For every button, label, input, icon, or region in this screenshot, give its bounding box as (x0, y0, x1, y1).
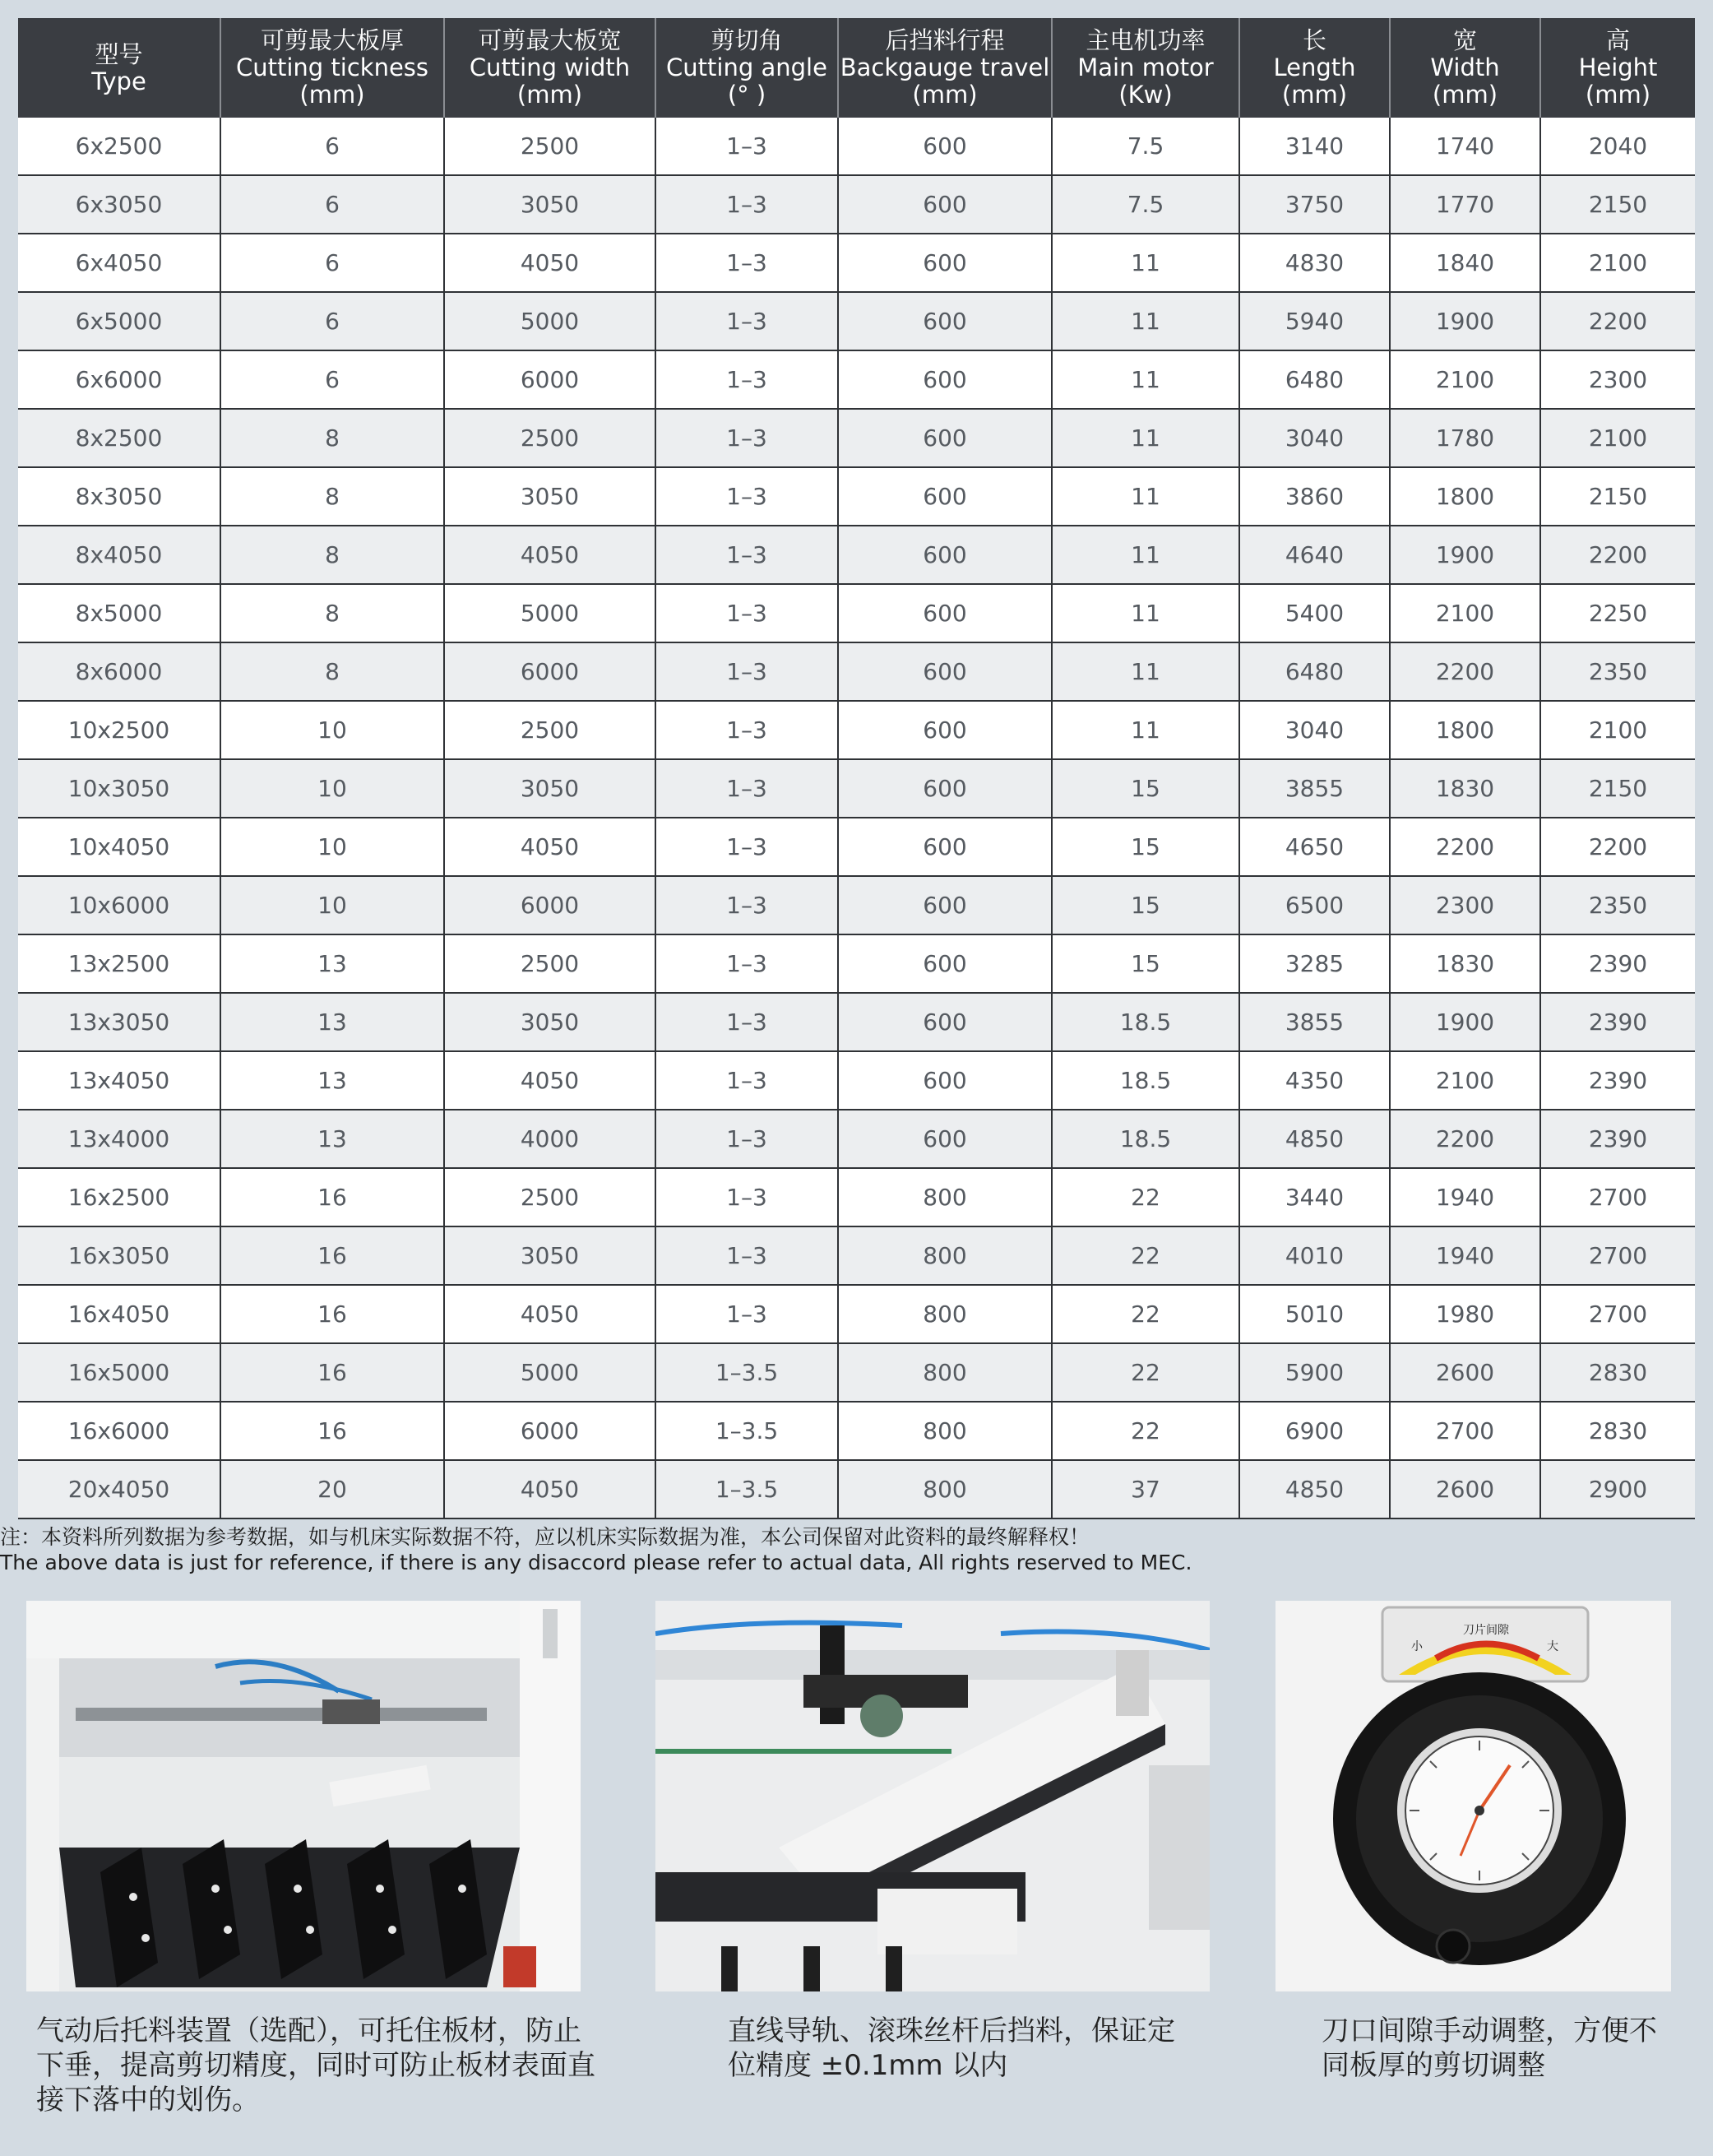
cell-width: 2200 (1390, 1110, 1540, 1168)
cell-backgauge-travel: 800 (838, 1168, 1052, 1226)
cell-type: 6x2500 (18, 118, 220, 175)
cell-cutting-angle: 1–3 (655, 642, 838, 701)
cell-cutting-width: 6000 (444, 876, 655, 934)
cell-height: 2900 (1540, 1460, 1695, 1518)
cell-height: 2150 (1540, 759, 1695, 818)
cell-cutting-width: 3050 (444, 467, 655, 526)
cell-backgauge-travel: 600 (838, 584, 1052, 642)
header-width: 宽 Width (mm) (1390, 18, 1540, 118)
cell-cutting-width: 2500 (444, 934, 655, 993)
table-row (18, 1402, 1695, 1460)
cell-backgauge-travel: 600 (838, 642, 1052, 701)
cell-cutting-angle: 1–3 (655, 175, 838, 234)
cell-length: 3040 (1239, 409, 1390, 467)
cell-height: 2150 (1540, 175, 1695, 234)
cell-backgauge-travel: 600 (838, 234, 1052, 292)
cell-width: 2700 (1390, 1402, 1540, 1460)
cell-cutting-angle: 1–3.5 (655, 1402, 838, 1460)
table-row (18, 1051, 1695, 1110)
cell-cutting-angle: 1–3 (655, 1051, 838, 1110)
cell-main-motor: 22 (1052, 1285, 1239, 1343)
cell-cutting-thickness: 16 (220, 1343, 444, 1402)
cell-cutting-thickness: 8 (220, 526, 444, 584)
cell-width: 1940 (1390, 1168, 1540, 1226)
header-length: 长 Length (mm) (1239, 18, 1390, 118)
cell-main-motor: 15 (1052, 876, 1239, 934)
cell-height: 2200 (1540, 292, 1695, 350)
cell-backgauge-travel: 800 (838, 1343, 1052, 1402)
cell-length: 3040 (1239, 701, 1390, 759)
cell-type: 8x2500 (18, 409, 220, 467)
cell-height: 2390 (1540, 993, 1695, 1051)
cell-width: 2200 (1390, 818, 1540, 876)
cell-cutting-thickness: 10 (220, 818, 444, 876)
header-cutting-thickness: 可剪最大板厚 Cutting tickness (mm) (220, 18, 444, 118)
cell-backgauge-travel: 800 (838, 1460, 1052, 1518)
cell-cutting-thickness: 10 (220, 876, 444, 934)
cell-cutting-width: 5000 (444, 292, 655, 350)
cell-cutting-thickness: 10 (220, 759, 444, 818)
table-header-row (18, 18, 1695, 118)
cell-height: 2390 (1540, 1110, 1695, 1168)
cell-backgauge-travel: 600 (838, 409, 1052, 467)
cell-backgauge-travel: 600 (838, 118, 1052, 175)
table-row (18, 1168, 1695, 1226)
cell-cutting-angle: 1–3 (655, 1226, 838, 1285)
cell-height: 2100 (1540, 234, 1695, 292)
cell-backgauge-travel: 600 (838, 526, 1052, 584)
cell-cutting-thickness: 6 (220, 118, 444, 175)
cell-backgauge-travel: 600 (838, 818, 1052, 876)
cell-main-motor: 11 (1052, 234, 1239, 292)
cell-backgauge-travel: 800 (838, 1402, 1052, 1460)
cell-type: 8x3050 (18, 467, 220, 526)
cell-type: 13x2500 (18, 934, 220, 993)
cell-backgauge-travel: 600 (838, 292, 1052, 350)
photo-backgauge (655, 1601, 1210, 1991)
table-row (18, 409, 1695, 467)
table-row (18, 234, 1695, 292)
cell-cutting-width: 6000 (444, 642, 655, 701)
cell-type: 8x4050 (18, 526, 220, 584)
photo-pneumatic-support (26, 1601, 581, 1991)
disclaimer-note (0, 1524, 1192, 1575)
table-row (18, 1110, 1695, 1168)
cell-cutting-thickness: 6 (220, 350, 444, 409)
table-row (18, 993, 1695, 1051)
table-row (18, 1460, 1695, 1518)
header-cutting-width: 可剪最大板宽 Cutting width (mm) (444, 18, 655, 118)
cell-length: 5400 (1239, 584, 1390, 642)
cell-width: 1900 (1390, 993, 1540, 1051)
cell-type: 10x3050 (18, 759, 220, 818)
cell-main-motor: 22 (1052, 1168, 1239, 1226)
cell-width: 1830 (1390, 759, 1540, 818)
table-row (18, 526, 1695, 584)
cell-length: 3285 (1239, 934, 1390, 993)
cell-cutting-thickness: 13 (220, 934, 444, 993)
cell-cutting-angle: 1–3 (655, 118, 838, 175)
cell-backgauge-travel: 600 (838, 467, 1052, 526)
cell-cutting-width: 2500 (444, 409, 655, 467)
cell-cutting-angle: 1–3.5 (655, 1460, 838, 1518)
cell-cutting-width: 2500 (444, 1168, 655, 1226)
photo-blade-gap-adjust (1275, 1601, 1671, 1991)
cell-length: 5900 (1239, 1343, 1390, 1402)
cell-width: 2100 (1390, 350, 1540, 409)
cell-width: 1800 (1390, 701, 1540, 759)
note-en: The above data is just for reference, if there is any disaccord please refer to actual data, All rights reserved to MEC. (0, 1551, 1192, 1574)
cell-cutting-width: 5000 (444, 1343, 655, 1402)
cell-main-motor: 7.5 (1052, 175, 1239, 234)
table-row (18, 759, 1695, 818)
cell-width: 1780 (1390, 409, 1540, 467)
cell-cutting-thickness: 16 (220, 1402, 444, 1460)
cell-main-motor: 18.5 (1052, 993, 1239, 1051)
cell-height: 2390 (1540, 934, 1695, 993)
cell-cutting-angle: 1–3 (655, 526, 838, 584)
cell-cutting-angle: 1–3 (655, 993, 838, 1051)
cell-height: 2200 (1540, 818, 1695, 876)
table-row (18, 1226, 1695, 1285)
cell-main-motor: 11 (1052, 292, 1239, 350)
caption-blade-gap-adjust: 刀口间隙手动调整，方便不同板厚的剪切调整 (1322, 2015, 1657, 2082)
cell-cutting-thickness: 8 (220, 409, 444, 467)
cell-length: 5010 (1239, 1285, 1390, 1343)
cell-type: 10x2500 (18, 701, 220, 759)
cell-height: 2150 (1540, 467, 1695, 526)
cell-main-motor: 22 (1052, 1226, 1239, 1285)
header-height: 高 Height (mm) (1540, 18, 1695, 118)
cell-cutting-thickness: 16 (220, 1226, 444, 1285)
cell-cutting-width: 2500 (444, 701, 655, 759)
cell-backgauge-travel: 600 (838, 934, 1052, 993)
table-row (18, 1343, 1695, 1402)
caption-pneumatic-support: 气动后托料装置（选配），可托住板材，防止下垂，提高剪切精度，同时可防止板材表面直接下落中的划伤。 (36, 2015, 595, 2117)
cell-backgauge-travel: 800 (838, 1226, 1052, 1285)
table-row (18, 701, 1695, 759)
cell-width: 1940 (1390, 1226, 1540, 1285)
cell-length: 6480 (1239, 642, 1390, 701)
cell-cutting-angle: 1–3 (655, 934, 838, 993)
cell-height: 2300 (1540, 350, 1695, 409)
cell-cutting-width: 4050 (444, 1285, 655, 1343)
table-row (18, 876, 1695, 934)
cell-cutting-angle: 1–3 (655, 701, 838, 759)
cell-backgauge-travel: 600 (838, 1051, 1052, 1110)
cell-type: 8x6000 (18, 642, 220, 701)
note-cn: 注：本资料所列数据为参考数据，如与机床实际数据不符，应以机床实际数据为准，本公司保留对此资料的最终解释权！ (0, 1525, 1090, 1549)
cell-main-motor: 11 (1052, 526, 1239, 584)
cell-type: 13x3050 (18, 993, 220, 1051)
cell-main-motor: 7.5 (1052, 118, 1239, 175)
cell-cutting-thickness: 6 (220, 175, 444, 234)
cell-length: 4010 (1239, 1226, 1390, 1285)
table-row (18, 934, 1695, 993)
cell-cutting-angle: 1–3 (655, 350, 838, 409)
cell-type: 6x5000 (18, 292, 220, 350)
table-row (18, 292, 1695, 350)
cell-backgauge-travel: 600 (838, 759, 1052, 818)
cell-height: 2350 (1540, 642, 1695, 701)
cell-cutting-thickness: 8 (220, 467, 444, 526)
caption-backgauge: 直线导轨、滚珠丝杆后挡料，保证定位精度 ±0.1mm 以内 (728, 2015, 1175, 2082)
header-type: 型号 Type (18, 18, 220, 118)
cell-height: 2700 (1540, 1226, 1695, 1285)
table-row (18, 1285, 1695, 1343)
cell-cutting-thickness: 10 (220, 701, 444, 759)
cell-length: 5940 (1239, 292, 1390, 350)
cell-cutting-angle: 1–3 (655, 1285, 838, 1343)
cell-cutting-angle: 1–3 (655, 584, 838, 642)
cell-main-motor: 11 (1052, 409, 1239, 467)
cell-length: 4640 (1239, 526, 1390, 584)
cell-backgauge-travel: 600 (838, 993, 1052, 1051)
cell-length: 4350 (1239, 1051, 1390, 1110)
cell-cutting-width: 4050 (444, 1460, 655, 1518)
spec-table (18, 18, 1695, 1519)
cell-cutting-width: 4050 (444, 818, 655, 876)
table-row (18, 818, 1695, 876)
cell-cutting-width: 3050 (444, 175, 655, 234)
cell-cutting-thickness: 6 (220, 234, 444, 292)
cell-cutting-thickness: 8 (220, 584, 444, 642)
cell-cutting-angle: 1–3 (655, 467, 838, 526)
cell-width: 1830 (1390, 934, 1540, 993)
header-backgauge-travel: 后挡料行程 Backgauge travel (mm) (838, 18, 1052, 118)
cell-length: 6480 (1239, 350, 1390, 409)
cell-type: 16x2500 (18, 1168, 220, 1226)
cell-cutting-angle: 1–3 (655, 876, 838, 934)
cell-length: 4650 (1239, 818, 1390, 876)
cell-type: 20x4050 (18, 1460, 220, 1518)
cell-main-motor: 11 (1052, 350, 1239, 409)
cell-cutting-thickness: 6 (220, 292, 444, 350)
cell-cutting-thickness: 13 (220, 993, 444, 1051)
table-row (18, 467, 1695, 526)
cell-main-motor: 18.5 (1052, 1051, 1239, 1110)
cell-backgauge-travel: 600 (838, 876, 1052, 934)
cell-type: 10x4050 (18, 818, 220, 876)
cell-width: 2600 (1390, 1343, 1540, 1402)
cell-height: 2830 (1540, 1402, 1695, 1460)
cell-length: 3860 (1239, 467, 1390, 526)
cell-height: 2700 (1540, 1168, 1695, 1226)
cell-cutting-angle: 1–3.5 (655, 1343, 838, 1402)
gauge-left-label: 小 (1411, 1640, 1423, 1653)
cell-width: 2100 (1390, 584, 1540, 642)
cell-length: 6900 (1239, 1402, 1390, 1460)
cell-length: 4850 (1239, 1460, 1390, 1518)
table-row (18, 642, 1695, 701)
cell-type: 13x4000 (18, 1110, 220, 1168)
cell-cutting-thickness: 13 (220, 1051, 444, 1110)
cell-backgauge-travel: 600 (838, 350, 1052, 409)
cell-height: 2350 (1540, 876, 1695, 934)
cell-main-motor: 11 (1052, 584, 1239, 642)
cell-cutting-angle: 1–3 (655, 1110, 838, 1168)
cell-cutting-width: 3050 (444, 1226, 655, 1285)
cell-backgauge-travel: 600 (838, 1110, 1052, 1168)
cell-cutting-width: 6000 (444, 1402, 655, 1460)
cell-cutting-width: 3050 (444, 993, 655, 1051)
cell-type: 8x5000 (18, 584, 220, 642)
cell-width: 1900 (1390, 526, 1540, 584)
cell-cutting-angle: 1–3 (655, 818, 838, 876)
cell-type: 13x4050 (18, 1051, 220, 1110)
cell-main-motor: 15 (1052, 818, 1239, 876)
cell-width: 1800 (1390, 467, 1540, 526)
cell-type: 6x3050 (18, 175, 220, 234)
cell-type: 16x6000 (18, 1402, 220, 1460)
cell-cutting-angle: 1–3 (655, 409, 838, 467)
cell-height: 2390 (1540, 1051, 1695, 1110)
table-row (18, 118, 1695, 175)
cell-width: 1980 (1390, 1285, 1540, 1343)
cell-length: 3440 (1239, 1168, 1390, 1226)
cell-height: 2040 (1540, 118, 1695, 175)
cell-backgauge-travel: 600 (838, 175, 1052, 234)
cell-main-motor: 22 (1052, 1402, 1239, 1460)
cell-width: 2600 (1390, 1460, 1540, 1518)
cell-main-motor: 11 (1052, 701, 1239, 759)
cell-backgauge-travel: 600 (838, 701, 1052, 759)
cell-cutting-thickness: 8 (220, 642, 444, 701)
cell-width: 2300 (1390, 876, 1540, 934)
cell-height: 2250 (1540, 584, 1695, 642)
cell-cutting-width: 6000 (444, 350, 655, 409)
cell-height: 2700 (1540, 1285, 1695, 1343)
cell-height: 2830 (1540, 1343, 1695, 1402)
cell-cutting-angle: 1–3 (655, 292, 838, 350)
cell-type: 16x4050 (18, 1285, 220, 1343)
cell-cutting-angle: 1–3 (655, 1168, 838, 1226)
cell-cutting-width: 4050 (444, 526, 655, 584)
cell-cutting-thickness: 13 (220, 1110, 444, 1168)
cell-cutting-width: 2500 (444, 118, 655, 175)
cell-width: 1740 (1390, 118, 1540, 175)
cell-main-motor: 15 (1052, 759, 1239, 818)
cell-cutting-thickness: 16 (220, 1285, 444, 1343)
cell-backgauge-travel: 800 (838, 1285, 1052, 1343)
table-row (18, 584, 1695, 642)
cell-width: 1770 (1390, 175, 1540, 234)
cell-cutting-width: 4050 (444, 234, 655, 292)
cell-main-motor: 15 (1052, 934, 1239, 993)
table-row (18, 350, 1695, 409)
cell-width: 2100 (1390, 1051, 1540, 1110)
cell-cutting-thickness: 16 (220, 1168, 444, 1226)
cell-length: 3750 (1239, 175, 1390, 234)
cell-cutting-width: 4050 (444, 1051, 655, 1110)
cell-length: 3140 (1239, 118, 1390, 175)
cell-height: 2200 (1540, 526, 1695, 584)
table-row (18, 175, 1695, 234)
cell-length: 4830 (1239, 234, 1390, 292)
cell-type: 16x3050 (18, 1226, 220, 1285)
gauge-right-label: 大 (1547, 1640, 1558, 1653)
cell-width: 1840 (1390, 234, 1540, 292)
cell-cutting-width: 3050 (444, 759, 655, 818)
cell-height: 2100 (1540, 701, 1695, 759)
cell-main-motor: 11 (1052, 467, 1239, 526)
cell-length: 3855 (1239, 759, 1390, 818)
cell-cutting-angle: 1–3 (655, 234, 838, 292)
cell-width: 1900 (1390, 292, 1540, 350)
cell-width: 2200 (1390, 642, 1540, 701)
cell-type: 6x6000 (18, 350, 220, 409)
header-cutting-angle: 剪切角 Cutting angle (° ) (655, 18, 838, 118)
cell-type: 10x6000 (18, 876, 220, 934)
cell-height: 2100 (1540, 409, 1695, 467)
cell-cutting-angle: 1–3 (655, 759, 838, 818)
cell-cutting-width: 4000 (444, 1110, 655, 1168)
cell-type: 6x4050 (18, 234, 220, 292)
cell-main-motor: 22 (1052, 1343, 1239, 1402)
cell-cutting-thickness: 20 (220, 1460, 444, 1518)
table-body (18, 118, 1695, 1518)
cell-cutting-width: 5000 (444, 584, 655, 642)
cell-length: 3855 (1239, 993, 1390, 1051)
cell-main-motor: 37 (1052, 1460, 1239, 1518)
cell-main-motor: 18.5 (1052, 1110, 1239, 1168)
header-main-motor: 主电机功率 Main motor (Kw) (1052, 18, 1239, 118)
cell-type: 16x5000 (18, 1343, 220, 1402)
cell-main-motor: 11 (1052, 642, 1239, 701)
gauge-title: 刀片间隙 (1463, 1624, 1509, 1637)
cell-length: 6500 (1239, 876, 1390, 934)
cell-length: 4850 (1239, 1110, 1390, 1168)
